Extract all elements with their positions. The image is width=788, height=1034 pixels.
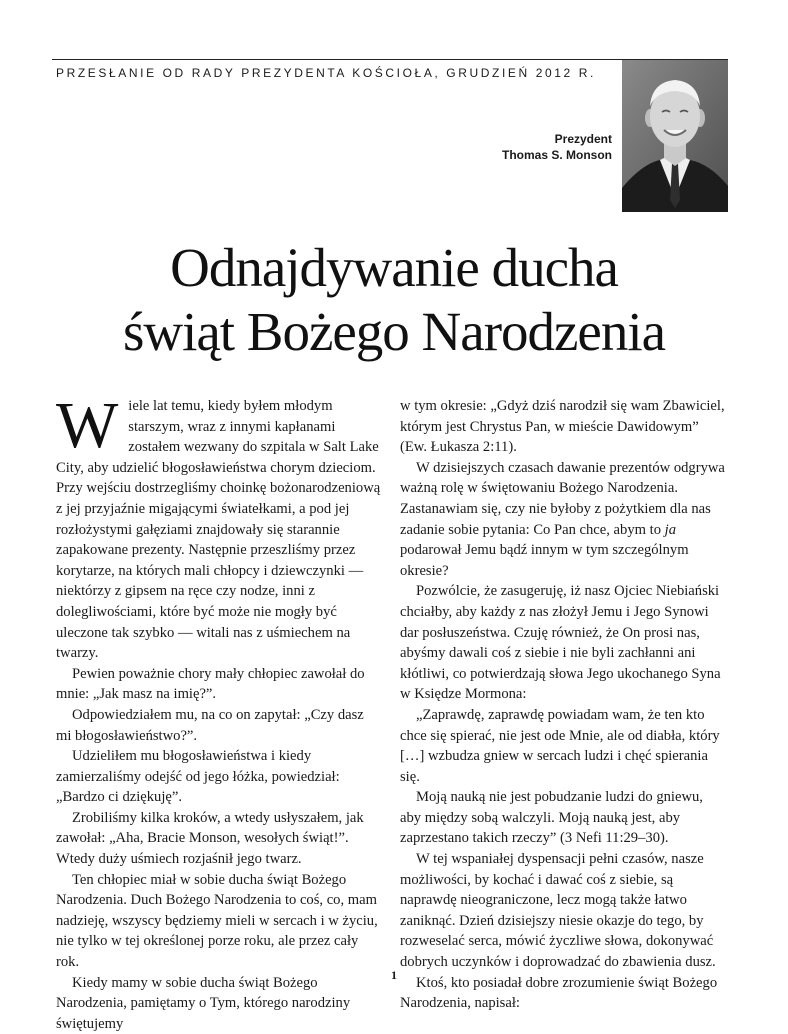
scripture-quote: „Zaprawdę, zaprawdę powiadam wam, że ten kto chce się spierać, nie jest ode Mnie, ale od diabła, który […] wzbudza gniew w sercach ludzi i chęć spierania się. <box>400 706 720 785</box>
paragraph: w tym okresie: „Gdyż dziś narodził się wam Zbawiciel, którym jest Chrystus Pan, w mieście Dawidowym” (Ew. Łukasza 2:11). <box>400 398 725 456</box>
paragraph <box>400 458 726 582</box>
page-number: 1 <box>391 968 397 982</box>
opening-paragraph <box>56 389 382 664</box>
paragraph-text: podarował Jemu bądź innym w tym szczególnym okresie? <box>400 542 689 579</box>
title-line-1: Odnajdywanie ducha <box>170 237 618 298</box>
paragraph: Ten chłopiec miał w sobie ducha świąt Bożego Narodzenia. Duch Bożego Narodzenia to coś, co, mam nadzieję, wszyscy będziemy mieli w sercach i w życiu, nie tylko w tej określonej porze roku, ale przez cały rok. <box>56 871 378 971</box>
left-column <box>56 389 382 1034</box>
author-role: Prezydent <box>554 132 612 146</box>
scripture-quote: Moją nauką nie jest pobudzanie ludzi do gniewu, aby między sobą walczyli. Moją nauką jest, aby zaprzestano takich rzeczy” (3 Nefi 11:29–30). <box>400 789 703 847</box>
right-column <box>400 396 726 1014</box>
paragraph: Ktoś, kto posiadał dobre zrozumienie świąt Bożego Narodzenia, napisał: <box>400 974 718 1012</box>
paragraph: Kiedy mamy w sobie ducha świąt Bożego Narodzenia, pamiętamy o Tym, którego narodziny świętujemy <box>56 974 351 1032</box>
paragraph-text: W dzisiejszych czasach dawanie prezentów odgrywa ważną rolę w świętowaniu Bożego Narodzenia. Zastanawiam się, czy nie byłoby z pożytkiem dla nas zadanie sobie pytania: Co Pan chce, abym to <box>400 459 725 538</box>
title-line-2: świąt Bożego Narodzenia <box>122 301 666 362</box>
paragraph: Pewien poważnie chory mały chłopiec zawołał do mnie: „Jak masz na imię?”. <box>56 665 365 703</box>
paragraph: Odpowiedziałem mu, na co on zapytał: „Czy dasz mi błogosławieństwo?”. <box>56 706 364 744</box>
paragraph: Pozwólcie, że zasugeruję, iż nasz Ojciec Niebiański chciałby, aby każdy z nas złożył Jemu i Jego Synowi dar posłuszeństwa. Czuję również, że On prosi nas, abyśmy dawali coś z siebie i nie byli zachłanni ani kłótliwi, co potwierdzają słowa Jego ukochanego Syna w Księdze Mormona: <box>400 583 721 703</box>
paragraph: W tej wspaniałej dyspensacji pełni czasów, nasze możliwości, by kochać i dawać coś z siebie, są naprawdę nieograniczone, lecz mogą także łatwo zaniknąć. Dzień dzisiejszy niesie okazje do tego, by rozweselać serca, mówić życzliwe słowa, dokonywać dobrych uczynków i doprowadzać do zbawienia dusz. <box>400 851 716 971</box>
paragraph: iele lat temu, kiedy byłem młodym starszym, wraz z innymi kapłanami zostałem wezwany do szpitala w Salt Lake City, aby udzielić błogosławieństwa chorym dzieciom. Przy wejściu dostrzegliśmy choinkę bożonarodzeniową z jej przyjaźnie migającymi światełkami, a pod jej rozłożystymi gałęziami znajdowały się starannie zapakowane prezenty. Następnie przeszliśmy przez korytarze, na których mali chłopcy i dziewczynki — niektórzy z gipsem na ręce czy nodze, inni z dolegliwościami, które być może nie mogły być uleczone tak szybko — witali nas z uśmiechem na twarzy. <box>56 398 381 662</box>
article-title <box>0 236 788 364</box>
author-name: Thomas S. Monson <box>501 148 612 162</box>
drop-cap: W <box>56 389 119 462</box>
emphasis: ja <box>664 521 677 538</box>
paragraph: Udzieliłem mu błogosławieństwa i kiedy zamierzaliśmy odejść od jego łóżka, powiedział: „Bardzo ci dziękuję”. <box>56 748 340 806</box>
paragraph: Zrobiliśmy kilka kroków, a wtedy usłyszałem, jak zawołał: „Aha, Bracie Monson, wesołych świąt!”. Wtedy duży uśmiech rozjaśnił jego twarz. <box>56 809 364 868</box>
header-kicker: PRZESŁANIE OD RADY PREZYDENTA KOŚCIOŁA, GRUDZIEŃ 2012 R. <box>56 66 596 80</box>
author-byline <box>502 131 612 163</box>
author-portrait <box>622 60 728 212</box>
